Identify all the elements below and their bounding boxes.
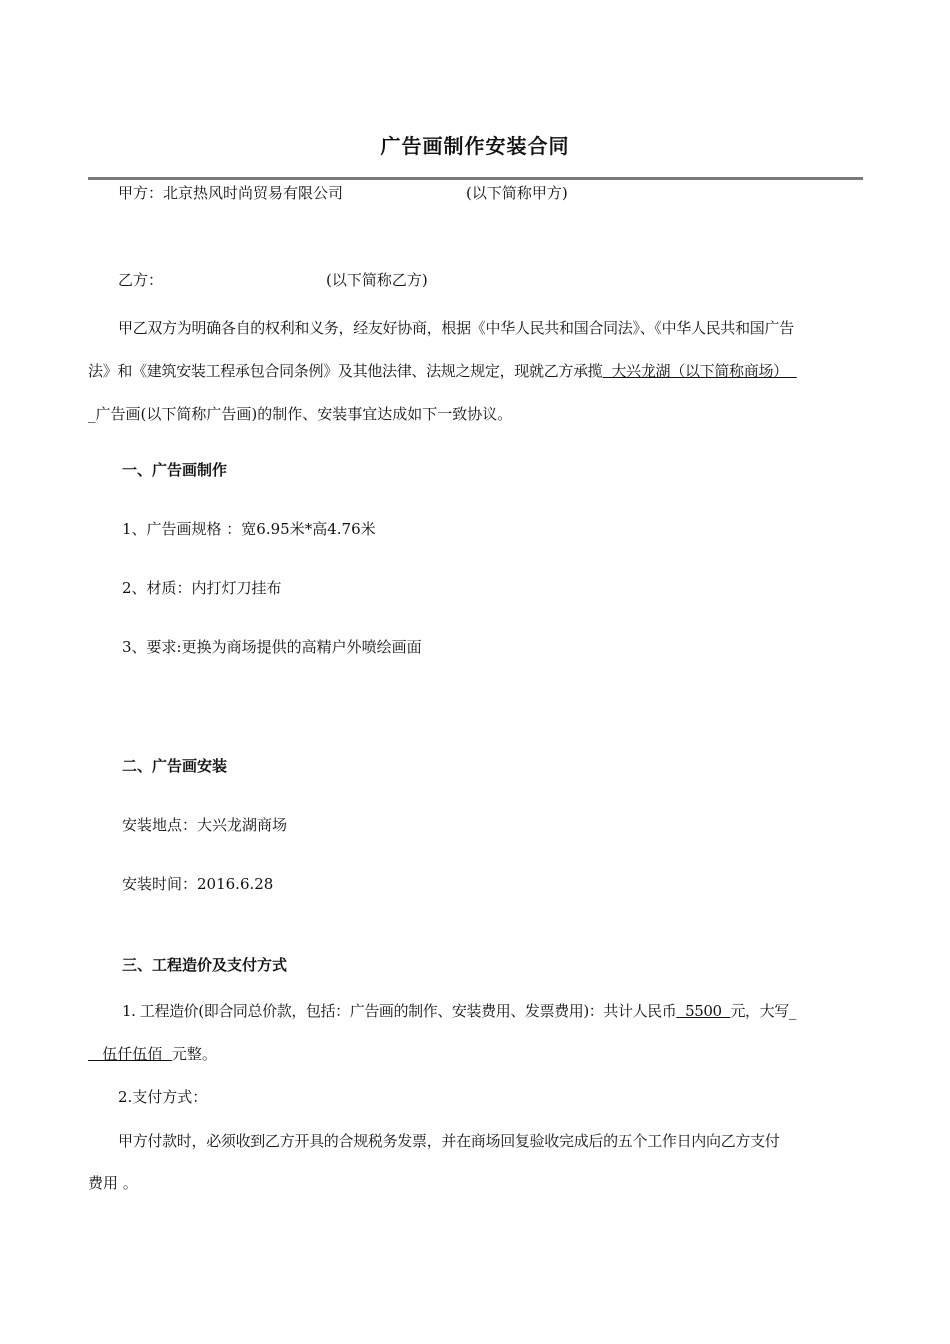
project-name-fill: 大兴龙湖（以下简称商场） xyxy=(602,362,797,380)
section-3-heading: 三、工程造价及支付方式 xyxy=(122,956,288,974)
title-divider xyxy=(88,177,863,180)
price-amount: 5500 xyxy=(676,1002,731,1020)
section-1-heading: 一、广告画制作 xyxy=(122,461,228,479)
price-words-suffix: 元整。 xyxy=(171,1045,217,1063)
install-location: 安装地点：大兴龙湖商场 xyxy=(122,816,288,834)
payment-label: 2.支付方式： xyxy=(118,1088,208,1106)
party-b-label: 乙方： xyxy=(118,271,164,289)
intro-line-2 xyxy=(88,361,797,381)
party-a-name: 北京热风时尚贸易有限公司 xyxy=(163,184,344,202)
section-1-item-3: 3、要求:更换为商场提供的高精户外喷绘画面 xyxy=(122,638,422,656)
section-1-item-2: 2、材质：内打灯刀挂布 xyxy=(122,579,282,597)
party-a-line xyxy=(118,183,343,203)
price-tail: _ xyxy=(788,1002,796,1020)
intro-line-2-text: 法》和《建筑安装工程承包合同条例》及其他法律、法规之规定，现就乙方承揽 xyxy=(88,362,603,380)
price-words: 伍仟伍佰 xyxy=(88,1045,172,1063)
intro-line-3: _广告画(以下简称广告画)的制作、安装事宜达成如下一致协议。 xyxy=(88,405,513,423)
party-b-alias: (以下简称乙方) xyxy=(326,271,428,289)
section-2-heading: 二、广告画安装 xyxy=(122,757,228,775)
document-title: 广告画制作安装合同 xyxy=(380,134,570,158)
price-suffix: 元，大写 xyxy=(730,1002,789,1020)
price-line xyxy=(122,1001,796,1021)
price-text: 1. 工程造价(即合同总价款，包括：广告画的制作、安装费用、发票费用)：共计人民币 xyxy=(122,1002,677,1020)
payment-line-2: 费用 。 xyxy=(88,1174,138,1192)
intro-line-1: 甲乙双方为明确各自的权利和义务，经友好协商，根据《中华人民共和国合同法》、《中华人民共和国广告 xyxy=(118,319,794,337)
payment-line-1: 甲方付款时，必须收到乙方开具的合规税务发票，并在商场回复验收完成后的五个工作日内向乙方支付 xyxy=(118,1132,780,1150)
party-a-label: 甲方： xyxy=(118,184,164,202)
price-words-line xyxy=(88,1044,217,1064)
install-time: 安装时间：2016.6.28 xyxy=(122,875,274,893)
section-1-item-1: 1、广告画规格 ：宽6.95米*高4.76米 xyxy=(122,520,376,538)
party-a-alias: (以下简称甲方) xyxy=(466,184,568,202)
